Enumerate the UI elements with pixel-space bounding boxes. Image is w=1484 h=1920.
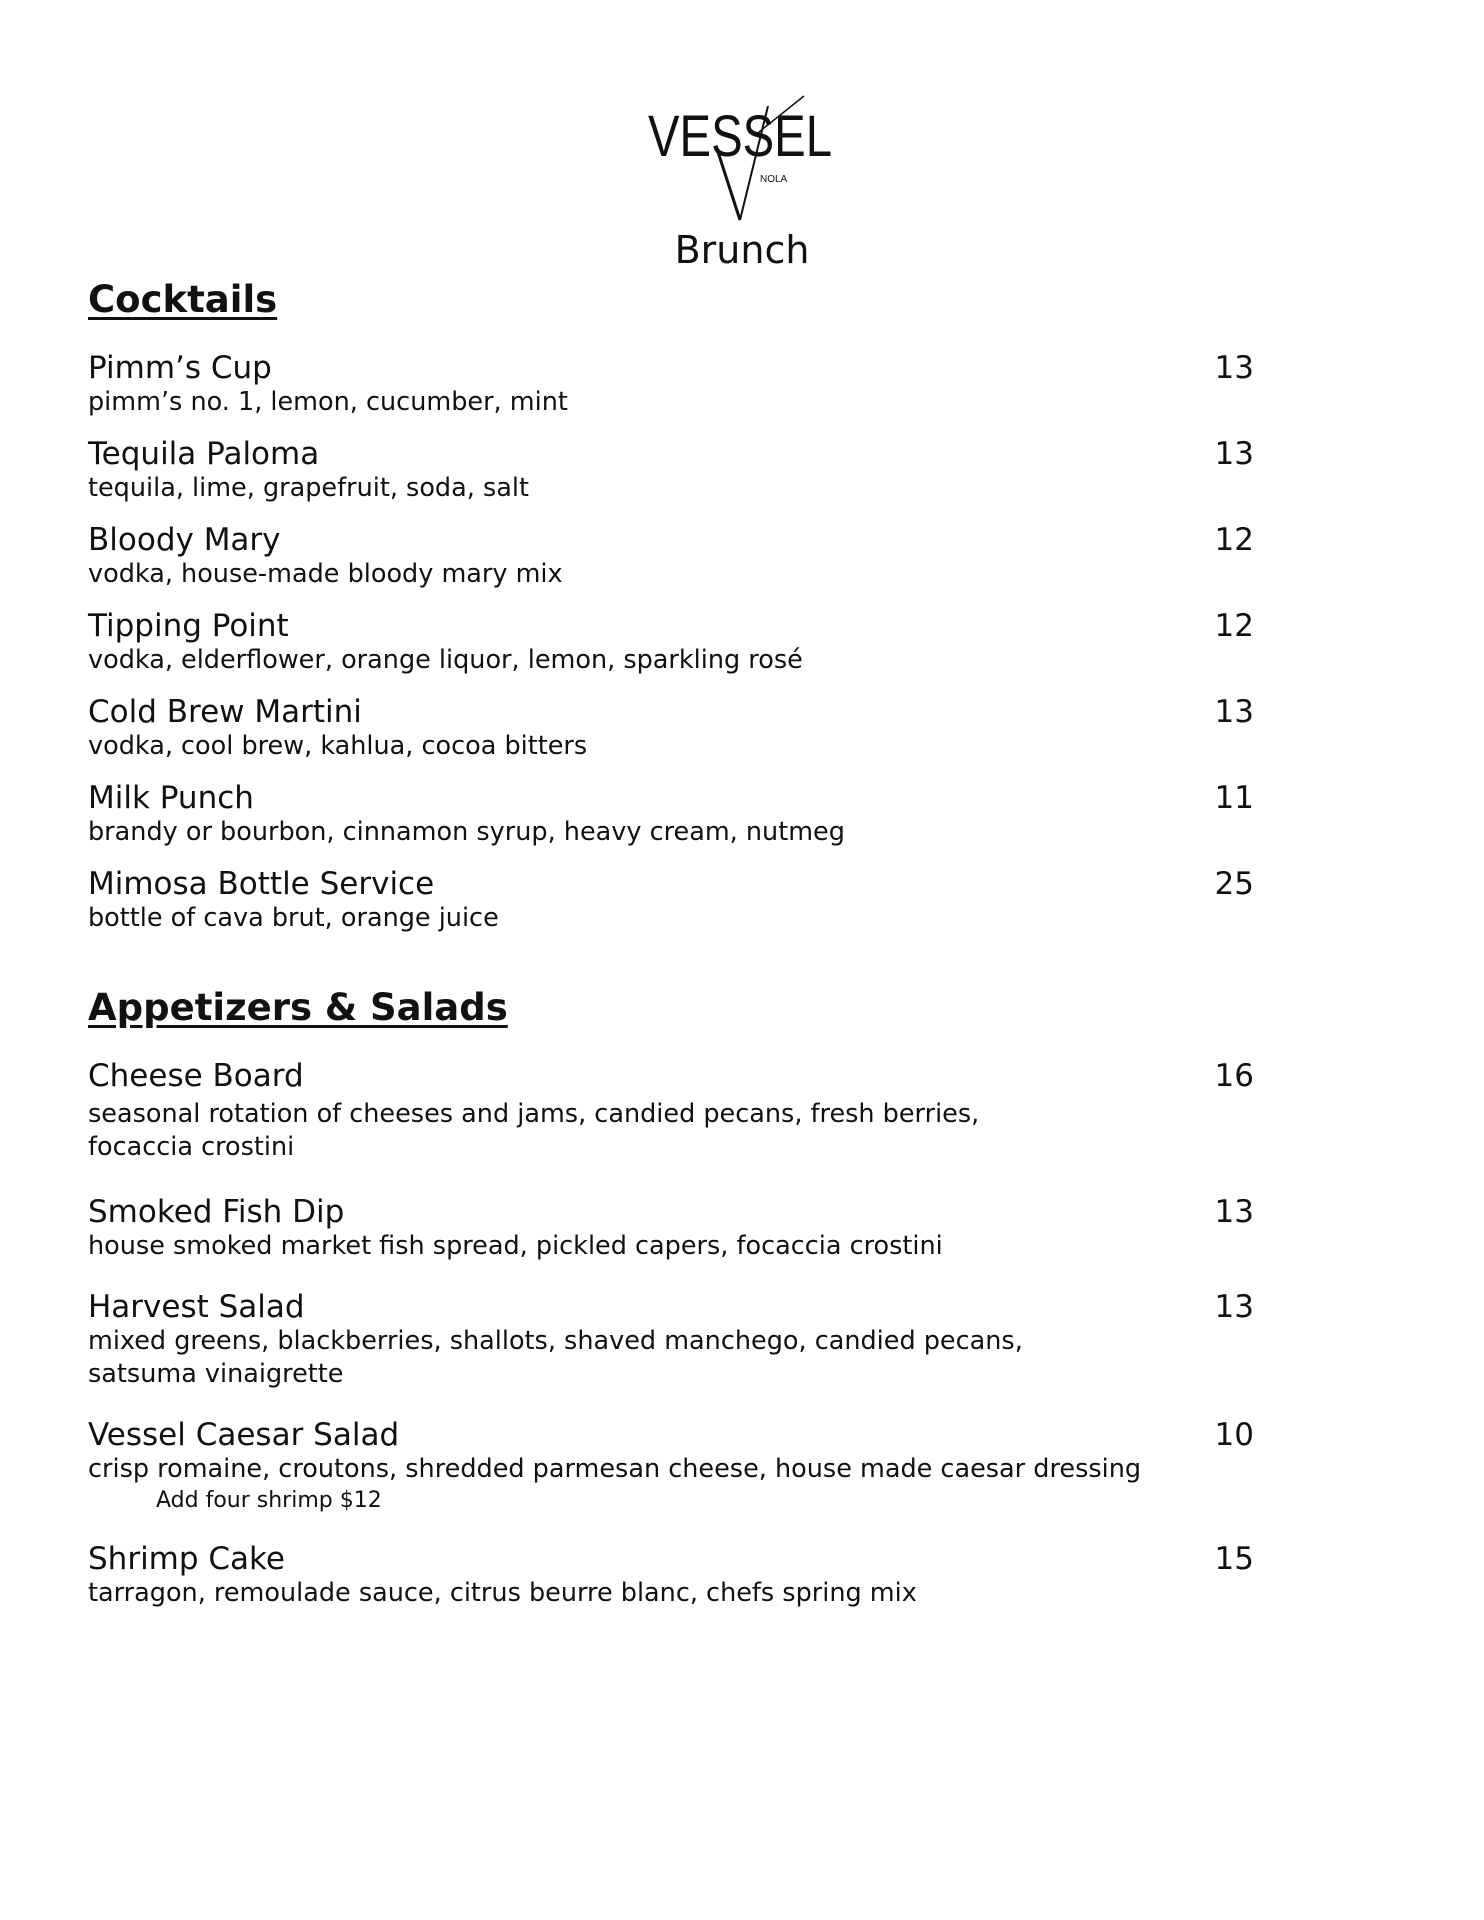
item-price: 12 [1214,522,1254,558]
logo-wordmark: VESSEL [648,104,832,169]
item-price: 16 [1214,1058,1254,1094]
item-name: Vessel Caesar Salad [88,1417,400,1453]
item-price: 12 [1214,608,1254,644]
item-price: 25 [1214,866,1254,902]
item-description: house smoked market fish spread, pickled capers, focaccia crostini [88,1231,943,1261]
item-price: 13 [1214,436,1254,472]
item-description: tequila, lime, grapefruit, soda, salt [88,473,529,503]
section-heading-appetizers: Appetizers & Salads [88,986,508,1029]
item-name: Milk Punch [88,780,254,816]
menu-item [88,780,1268,849]
menu-item [88,1289,1268,1391]
item-price: 13 [1214,1194,1254,1230]
menu-item [88,1417,1268,1516]
item-price: 13 [1214,1289,1254,1325]
item-description: crisp romaine, croutons, shredded parmesan cheese, house made caesar dressing [88,1454,1142,1484]
menu-item [88,1194,1268,1263]
item-description: bottle of cava brut, orange juice [88,903,499,933]
item-description: pimm’s no. 1, lemon, cucumber, mint [88,387,568,417]
item-price: 13 [1214,694,1254,730]
menu-item [88,522,1268,591]
section-heading-cocktails: Cocktails [88,278,278,321]
menu-item [88,1541,1268,1610]
item-price: 11 [1214,780,1254,816]
page-subtitle: Brunch [674,228,810,272]
item-name: Tequila Paloma [88,436,320,472]
item-description: vodka, cool brew, kahlua, cocoa bitters [88,731,588,761]
item-name: Shrimp Cake [88,1541,285,1577]
item-name: Cold Brew Martini [88,694,362,730]
item-description: tarragon, remoulade sauce, citrus beurre blanc, chefs spring mix [88,1578,917,1608]
menu-item [88,608,1268,677]
logo-subtext: NOLA [760,174,788,185]
item-name: Tipping Point [88,608,289,644]
menu-item [88,866,1268,935]
menu-item [88,436,1268,505]
vessel-logo [648,92,838,230]
item-price: 10 [1214,1417,1254,1453]
item-name: Cheese Board [88,1058,304,1094]
item-addon: Add four shrimp $12 [156,1488,382,1513]
item-name: Bloody Mary [88,522,281,558]
item-name: Smoked Fish Dip [88,1194,345,1230]
item-description: vodka, house-made bloody mary mix [88,559,563,589]
item-description: brandy or bourbon, cinnamon syrup, heavy cream, nutmeg [88,817,845,847]
item-description-line: satsuma vinaigrette [88,1359,344,1389]
menu-item [88,694,1268,763]
item-description-line: focaccia crostini [88,1132,295,1162]
menu-item [88,1058,1268,1164]
item-name: Harvest Salad [88,1289,305,1325]
item-description-line: mixed greens, blackberries, shallots, shaved manchego, candied pecans, [88,1326,1023,1356]
menu-item [88,350,1268,419]
item-name: Pimm’s Cup [88,350,272,386]
item-description-line: seasonal rotation of cheeses and jams, candied pecans, fresh berries, [88,1099,980,1129]
item-description: vodka, elderflower, orange liquor, lemon, sparkling rosé [88,645,803,675]
item-price: 15 [1214,1541,1254,1577]
item-price: 13 [1214,350,1254,386]
item-name: Mimosa Bottle Service [88,866,435,902]
